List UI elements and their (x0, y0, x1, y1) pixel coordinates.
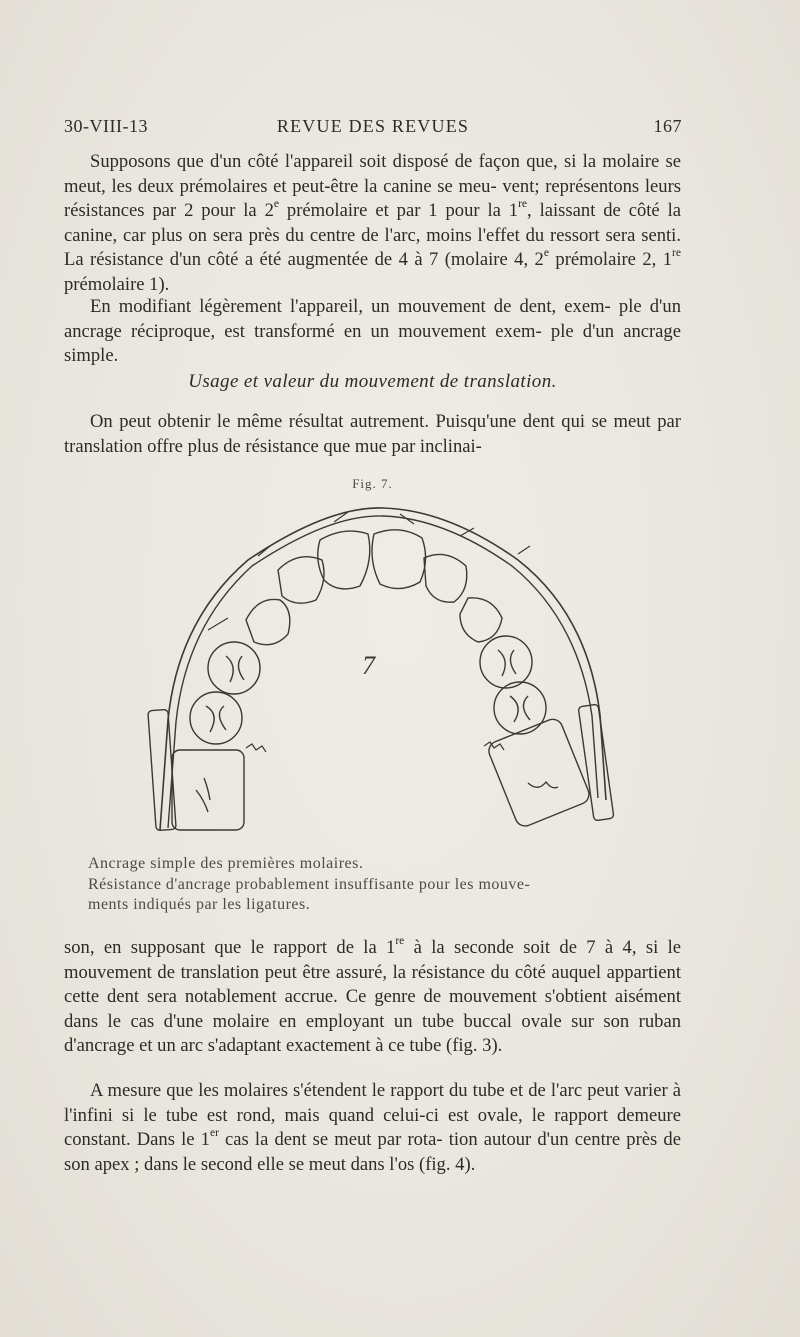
figure-inner-number: 7 (362, 651, 375, 680)
right-central-incisor (372, 530, 426, 589)
p1-line3-sup: e (273, 198, 279, 211)
right-molar-lines (528, 782, 558, 788)
p3-line1: On peut obtenir le même résultat autrement. Puisqu'une dent qui (90, 411, 586, 432)
p4-line5: un tube buccal ovale sur son ruban d'ancrage et un arc s'adaptant (64, 1010, 682, 1056)
arch-wire-outer (160, 508, 606, 830)
right-premolar-1 (480, 636, 532, 688)
p5-line3a: le rapport demeure constant. Dans le 1 (64, 1104, 681, 1150)
caption-line3: ments indiqués par les ligatures. (88, 896, 311, 913)
p5-line4: tion autour d'un centre près de son apex ; dans le second elle se meut (64, 1129, 681, 1175)
dental-arch-figure (138, 500, 618, 840)
section-heading: Usage et valeur du mouvement de translation. (188, 371, 557, 392)
paragraph-3 (64, 410, 681, 459)
p1-line6-sup1: e (543, 247, 549, 260)
right-canine (460, 598, 502, 642)
paragraph-4 (64, 936, 681, 1059)
p1-line2: molaire se meut, les deux prémolaires et peut-être la canine se meu- (64, 151, 681, 197)
left-spring (246, 744, 266, 752)
p1-line3a: vent; représentons leurs résistances par 2 pour la 2 (64, 175, 681, 221)
right-lateral-incisor (424, 554, 467, 602)
right-molar-band (486, 716, 592, 829)
p1-line1: Supposons que d'un côté l'appareil soit disposé de façon que, si la (90, 151, 597, 172)
p2-line3: ple d'un ancrage simple. (64, 320, 681, 366)
p1-line4b: , laissant de côté la canine, car plus on sera près du centre (64, 200, 681, 246)
caption-line2: Résistance d'ancrage probablement insuffisante pour les mouve- (88, 876, 531, 893)
p1-line6a: été augmentée de 4 à 7 (molaire 4, 2 (259, 249, 544, 270)
p4-line2: si le mouvement de translation peut être assuré, la résistance du côté (64, 937, 681, 983)
figure-label: Fig. 7. (352, 476, 393, 491)
figure-caption-body (88, 875, 681, 915)
right-premolar-2 (494, 682, 546, 734)
running-head (64, 116, 682, 142)
left-premolar-2 (190, 692, 242, 744)
p1-line4-sup: re (518, 198, 528, 211)
header-title: REVUE DES REVUES (276, 116, 470, 136)
p1-line3b: prémolaire et par (279, 200, 421, 221)
p1-line6c: prémolaire 1). (64, 273, 170, 295)
left-canine (246, 599, 290, 644)
figure-caption-title: Ancrage simple des premières molaires. (88, 855, 364, 872)
header-date: 30-VIII-13 (64, 116, 148, 136)
p5-line2: peut varier à l'infini si le tube est rond, mais quand celui-ci est ovale, (64, 1080, 681, 1126)
page-number: 167 (653, 116, 682, 136)
p5-line3b: cas la dent se meut par rota- (218, 1129, 443, 1150)
paragraph-1 (64, 150, 681, 297)
right-spring (484, 742, 504, 750)
p5-line1: A mesure que les molaires s'étendent le rapport du tube et de l'arc (90, 1080, 583, 1101)
left-premolar-1 (208, 642, 260, 694)
p4-line3: auquel appartient cette dent sera notablement accrue. Ce genre de (64, 961, 681, 1007)
p2-line2: ple d'un ancrage réciproque, est transformé en un mouvement exem- (64, 296, 681, 342)
p4-line1b: à la seconde soit de 7 à 4, (404, 937, 637, 958)
paragraph-5 (64, 1079, 681, 1177)
p5-line5: dans l'os (fig. 4). (350, 1153, 476, 1175)
p5-line3-sup: er (209, 1127, 219, 1140)
left-central-incisor (318, 531, 370, 589)
left-lateral-incisor (278, 557, 324, 604)
p4-line4: mouvement s'obtient aisément dans le cas d'une molaire en employant (64, 986, 681, 1032)
paragraph-2 (64, 295, 681, 369)
p1-line6-sup2: re (672, 247, 681, 260)
p1-line6b: prémolaire 2, 1 (548, 249, 673, 270)
p4-line1a: son, en supposant que le rapport de la 1 (64, 937, 396, 958)
ligatures (208, 512, 530, 630)
p4-line1-sup: re (395, 935, 405, 948)
p1-line5: de l'arc, moins l'effet du ressort sera senti. La résistance d'un côté a (64, 224, 681, 270)
p3-line2: se meut par translation offre plus de résistance que mue par inclinai- (64, 411, 681, 457)
p4-line6: exactement à ce tube (fig. 3). (285, 1035, 503, 1056)
p1-line4a: 1 pour la 1 (428, 200, 519, 221)
p2-line1: En modifiant légèrement l'appareil, un mouvement de dent, exem- (90, 296, 611, 317)
left-molar-lines (196, 778, 210, 812)
